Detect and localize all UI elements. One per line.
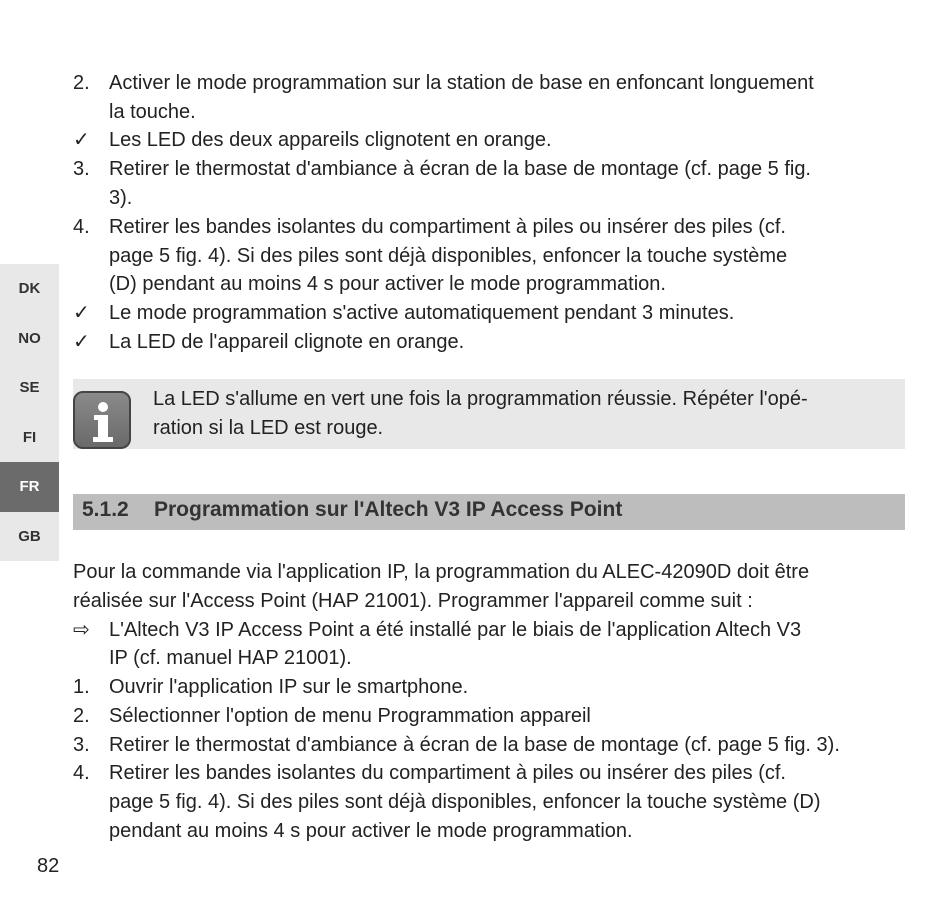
paragraph-text: Pour la commande via l'application IP, la programmation du ALEC-42090D doit être (73, 561, 810, 583)
list-text: page 5 fig. 4). Si des piles sont déjà disponibles, enfoncer la touche système (D) (109, 791, 821, 813)
list-text: (D) pendant au moins 4 s pour activer le mode programmation. (109, 273, 666, 295)
list-text: pendant au moins 4 s pour activer le mode programmation. (109, 820, 633, 842)
list-marker: 2. (73, 72, 90, 94)
list-text: Retirer les bandes isolantes du compartiment à piles ou insérer des piles (cf. (109, 216, 786, 238)
info-icon (73, 391, 131, 449)
list-marker: 3. (73, 158, 90, 180)
section-heading (73, 494, 905, 530)
list-marker: 1. (73, 676, 90, 698)
check-icon: ✓ (73, 331, 90, 353)
language-tabs (0, 264, 59, 561)
list-text: Retirer le thermostat d'ambiance à écran de la base de montage (cf. page 5 fig. 3). (109, 734, 840, 756)
list-text: Retirer le thermostat d'ambiance à écran de la base de montage (cf. page 5 fig. (109, 158, 811, 180)
list-text: L'Altech V3 IP Access Point a été installé par le biais de l'application Altech V3 (109, 619, 802, 641)
note-line: La LED s'allume en vert une fois la programmation réussie. Répéter l'opé- (153, 388, 808, 410)
tab-gb[interactable]: GB (0, 512, 59, 562)
list-text: 3). (109, 187, 133, 209)
tab-fi[interactable]: FI (0, 413, 59, 463)
list-text: Activer le mode programmation sur la station de base en enfoncant longuement (109, 72, 814, 94)
list-text: Retirer les bandes isolantes du compartiment à piles ou insérer des piles (cf. (109, 762, 786, 784)
list-text: Ouvrir l'application IP sur le smartphone. (109, 676, 469, 698)
tab-se[interactable]: SE (0, 363, 59, 413)
note-line: ration si la LED est rouge. (153, 417, 384, 439)
arrow-icon: ⇨ (73, 619, 90, 641)
list-text: IP (cf. manuel HAP 21001). (109, 647, 352, 669)
list-text: la touche. (109, 101, 196, 123)
check-icon: ✓ (73, 302, 90, 324)
section-number: 5.1.2 (82, 498, 129, 521)
list-marker: 3. (73, 734, 90, 756)
paragraph-text: réalisée sur l'Access Point (HAP 21001). Programmer l'appareil comme suit : (73, 590, 753, 612)
tab-dk[interactable]: DK (0, 264, 59, 314)
list-text: Sélectionner l'option de menu Programmation appareil (109, 705, 591, 727)
check-icon: ✓ (73, 129, 90, 151)
page-number: 82 (37, 855, 60, 877)
list-text: La LED de l'appareil clignote en orange. (109, 331, 465, 353)
list-text: Les LED des deux appareils clignotent en orange. (109, 129, 552, 151)
list-text: Le mode programmation s'active automatiquement pendant 3 minutes. (109, 302, 735, 324)
info-note (73, 379, 905, 449)
list-text: page 5 fig. 4). Si des piles sont déjà disponibles, enfoncer la touche système (109, 245, 788, 267)
tab-no[interactable]: NO (0, 314, 59, 364)
note-text (153, 385, 893, 443)
list-marker: 2. (73, 705, 90, 727)
tab-fr[interactable]: FR (0, 462, 59, 512)
section-title: Programmation sur l'Altech V3 IP Access Point (154, 498, 623, 521)
list-marker: 4. (73, 216, 90, 238)
list-marker: 4. (73, 762, 90, 784)
